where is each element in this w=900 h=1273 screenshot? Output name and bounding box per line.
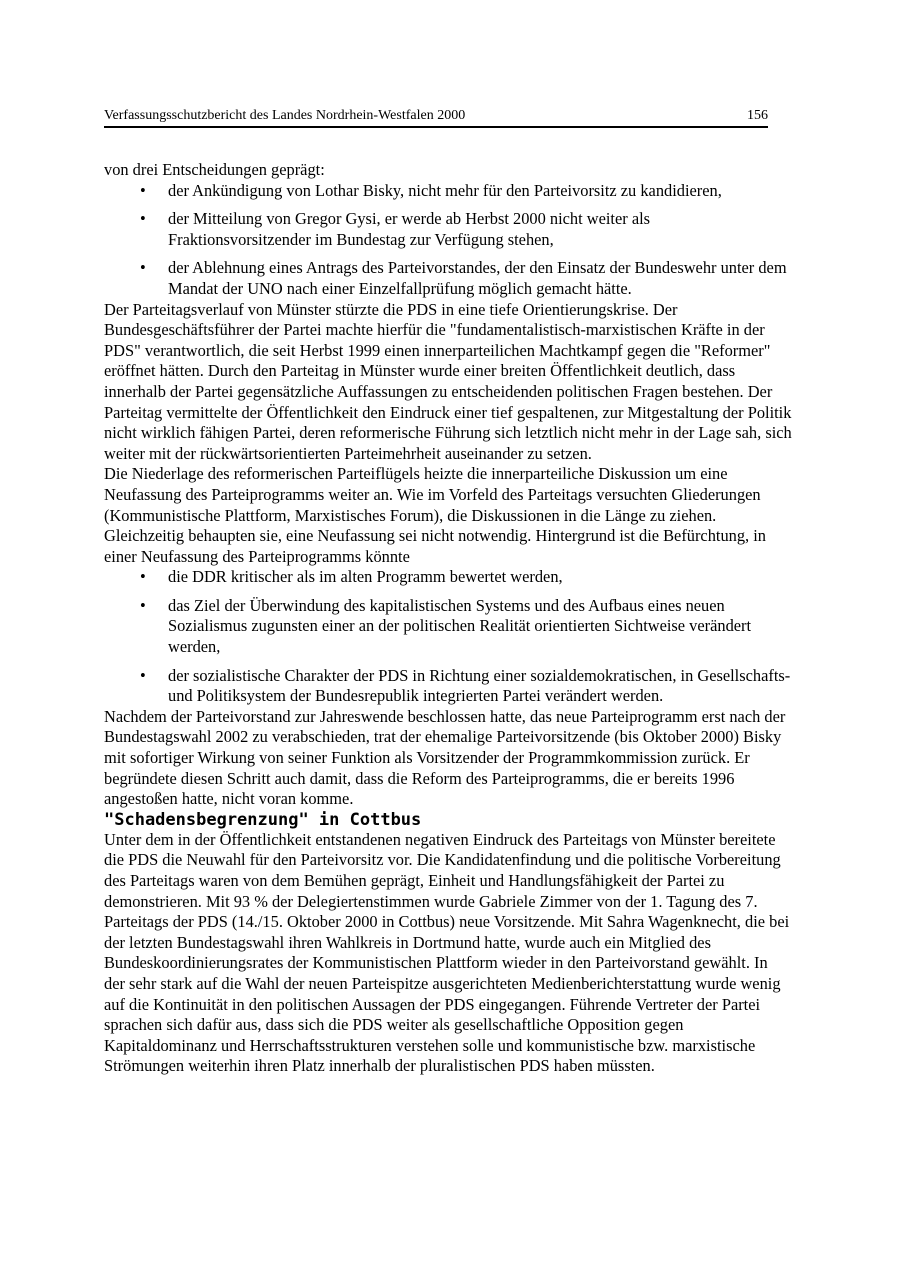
- bullet-icon: •: [140, 180, 146, 200]
- bullet-icon: •: [140, 209, 146, 229]
- list-item: [104, 258, 792, 299]
- list-item-text: der Ankündigung von Lothar Bisky, nicht mehr für den Parteivorsitz zu kandidieren,: [168, 180, 722, 200]
- body-paragraph: Der Parteitagsverlauf von Münster stürzte die PDS in eine tiefe Orientierungskrise. Der Bundesgeschäftsführer der Partei machte hierfür die "fundamentalistisch-marxistischen Kräfte in der PDS" verantwortlich, die seit Herbst 1999 einen innerparteilichen Machtkampf gegen die "Reformer" eröffnet hätten. Durch den Parteitag in Münster wurde einer breiten Öffentlichkeit deutlich, dass innerhalb der Partei gegensätzliche Auffassungen zu entscheidenden politischen Fragen bestehen. Der Parteitag vermittelte der Öffentlichkeit den Eindruck einer tief gespaltenen, zur Mitgestaltung der Politik nicht wirklich fähigen Partei, deren reformerische Führung sich letztlich nicht mehr in der Lage sah, sich weiter mit der rückwärtsorientierten Parteimehrheit auseinander zu setzen.: [104, 299, 792, 463]
- intro-paragraph: von drei Entscheidungen geprägt:: [104, 160, 325, 179]
- concern-list: [104, 567, 792, 707]
- list-item-text: das Ziel der Überwindung des kapitalistischen Systems und des Aufbaus eines neuen Sozialismus zugunsten einer an der politischen Realität orientierten Sichtweise verändert werden,: [168, 595, 752, 657]
- decision-list: [104, 181, 792, 300]
- bullet-icon: •: [140, 258, 146, 278]
- document-page: [104, 0, 792, 1273]
- page-number: 156: [747, 108, 768, 123]
- list-item-text: der Mitteilung von Gregor Gysi, er werde ab Herbst 2000 nicht weiter als Fraktionsvorsitzender im Bundestag zur Verfügung stehen,: [168, 209, 651, 249]
- bullet-icon: •: [140, 567, 146, 587]
- bullet-icon: •: [140, 595, 146, 615]
- body-paragraph: Nachdem der Parteivorstand zur Jahreswende beschlossen hatte, das neue Parteiprogramm erst nach der Bundestagswahl 2002 zu verabschieden, trat der ehemalige Parteivorsitzende (bis Oktober 2000) Bisky mit sofortiger Wirkung von seiner Funktion als Vorsitzender der Programmkommission zurück. Er begründete diesen Schritt auch damit, dass die Reform des Parteiprogramms, die er bereits 1996 angestoßen hatte, nicht voran komme.: [104, 706, 786, 809]
- list-item: [104, 666, 792, 707]
- list-item-text: der Ablehnung eines Antrags des Parteivorstandes, der den Einsatz der Bundeswehr unter dem Mandat der UNO nach einer Einzelfallprüfung möglich gemacht hätte.: [168, 258, 787, 298]
- list-item-text: der sozialistische Charakter der PDS in Richtung einer sozialdemokratischen, in Gesellschafts- und Politiksystem der Bundesrepublik integrierten Partei verändert werden.: [168, 665, 791, 706]
- page-header: [104, 108, 768, 128]
- header-title: Verfassungsschutzbericht des Landes Nordrhein-Westfalen 2000: [104, 108, 466, 123]
- page-content: [104, 160, 792, 1077]
- body-paragraph: Unter dem in der Öffentlichkeit entstandenen negativen Eindruck des Parteitags von Münster bereitete die PDS die Neuwahl für den Parteivorsitz vor. Die Kandidatenfindung und die politische Vorbereitung des Parteitags waren von dem Bemühen geprägt, Einheit und Handlungsfähigkeit der Partei zu demonstrieren. Mit 93 % der Delegiertenstimmen wurde Gabriele Zimmer von der 1. Tagung des 7. Parteitags der PDS (14./15. Oktober 2000 in Cottbus) neue Vorsitzende. Mit Sahra Wagenknecht, die bei der letzten Bundestagswahl ihren Wahlkreis in Dortmund hatte, wurde auch ein Mitglied des Bundeskoordinierungsrates der Kommunistischen Plattform wieder in den Parteivorstand gewählt. In der sehr stark auf die Wahl der neuen Parteispitze ausgerichteten Medienberichterstattung wurde wenig auf die Kontinuität in den politischen Aussagen der PDS eingegangen. Führende Vertreter der Partei sprachen sich dafür aus, dass sich die PDS weiter als gesellschaftliche Opposition gegen Kapitaldominanz und Herrschaftsstrukturen verstehen solle und kommunistische bzw. marxistische Strömungen weiterhin ihren Platz innerhalb der pluralistischen PDS haben müssten.: [104, 829, 790, 1076]
- list-item: [104, 181, 792, 202]
- body-paragraph: Die Niederlage des reformerischen Parteiflügels heizte die innerparteiliche Diskussion um eine Neufassung des Parteiprogramms weiter an. Wie im Vorfeld des Parteitags versuchten Gliederungen (Kommunistische Plattform, Marxistisches Forum), die Diskussionen in die Länge zu ziehen. Gleichzeitig behaupten sie, eine Neufassung sei nicht notwendig. Hintergrund ist die Befürchtung, in einer Neufassung des Parteiprogramms könnte: [104, 464, 766, 566]
- list-item: [104, 209, 792, 250]
- bullet-icon: •: [140, 665, 146, 685]
- section-heading: "Schadensbegrenzung" in Cottbus: [104, 809, 422, 830]
- list-item: [104, 567, 792, 588]
- list-item-text: die DDR kritischer als im alten Programm bewertet werden,: [168, 567, 563, 587]
- list-item: [104, 596, 792, 658]
